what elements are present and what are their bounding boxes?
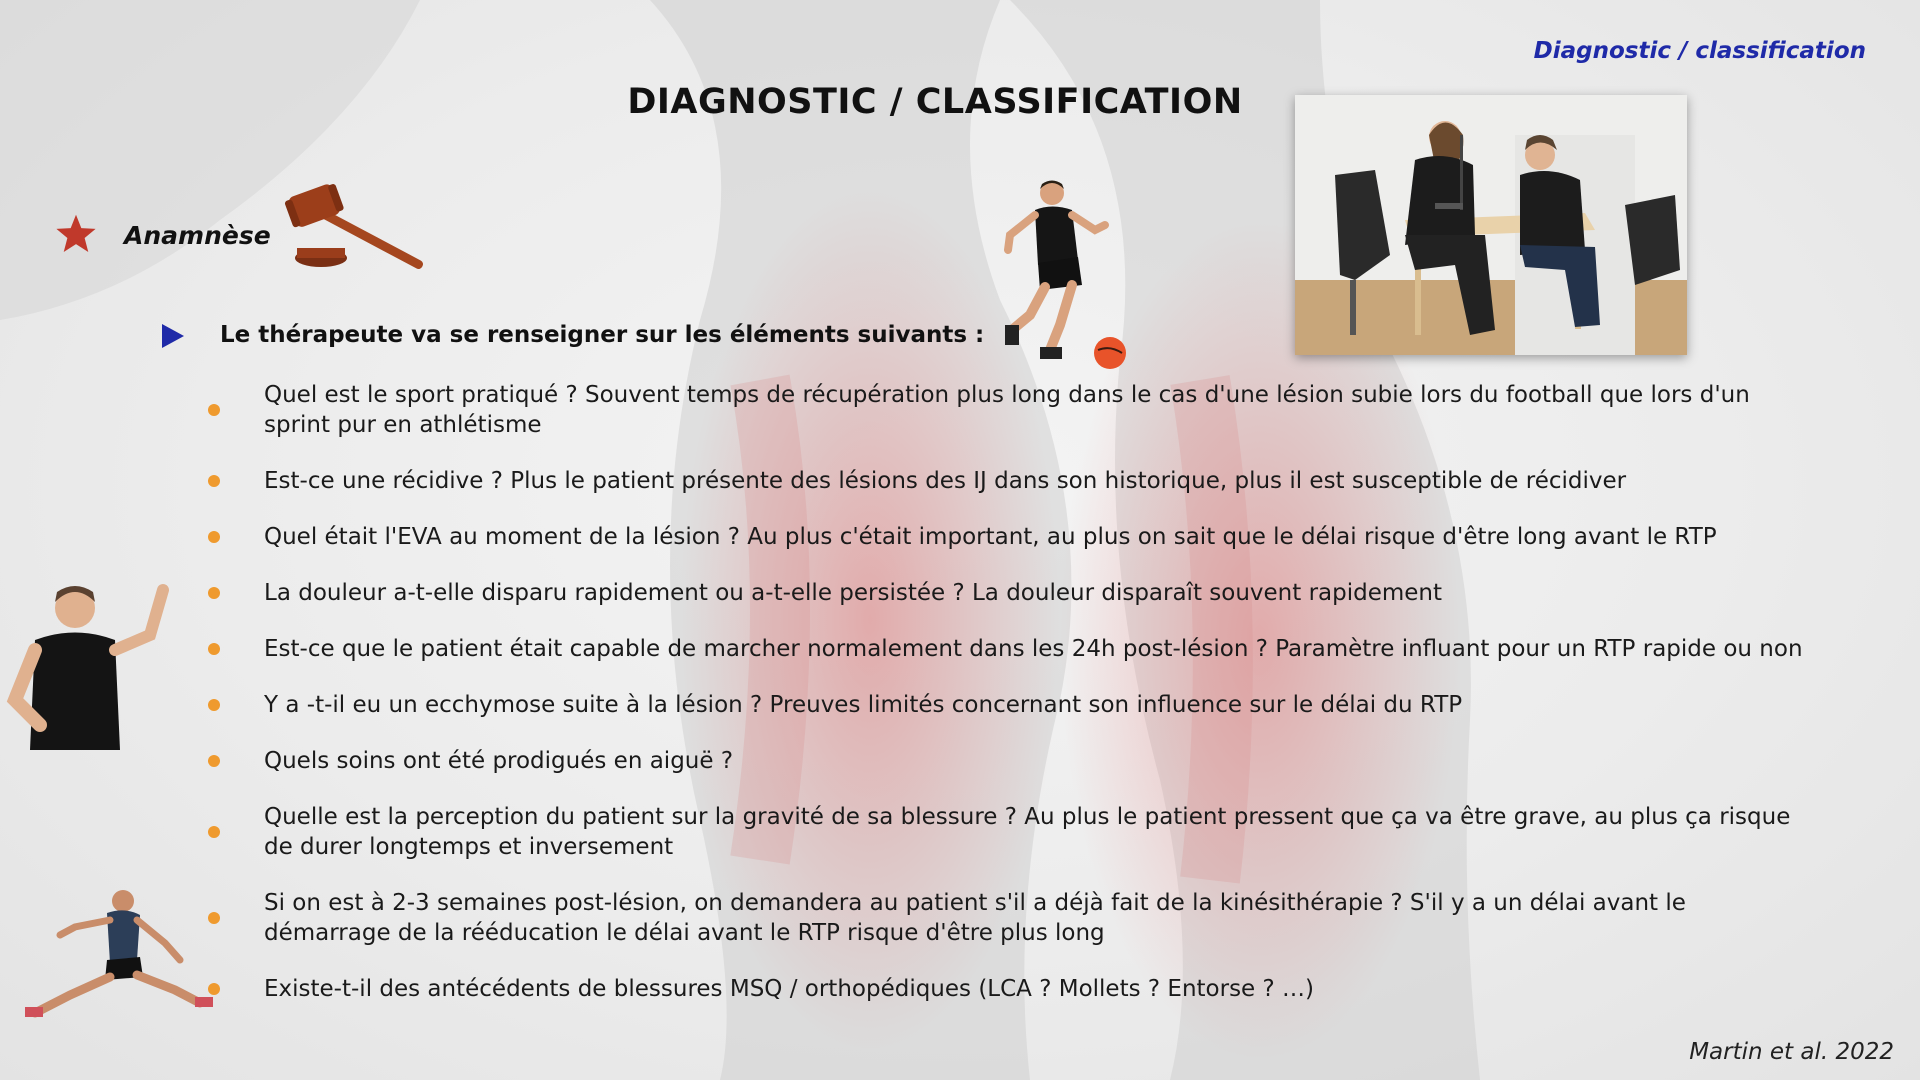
question-list bbox=[204, 380, 1804, 1030]
list-item-text: La douleur a-t-elle disparu rapidement ou a-t-elle persistée ? La douleur disparaît souvent rapidement bbox=[264, 580, 1443, 606]
list-item bbox=[204, 888, 1804, 948]
list-item-text: Quel est le sport pratiqué ? Souvent temps de récupération plus long dans le cas d'une lésion subie lors du football que lors d'un sprint pur en athlétisme bbox=[264, 382, 1750, 438]
bullet-dot-icon bbox=[208, 755, 220, 767]
bullet-dot-icon bbox=[208, 826, 220, 838]
triangle-bullet-icon bbox=[160, 322, 186, 350]
list-item-text: Y a -t-il eu un ecchymose suite à la lésion ? Preuves limités concernant son influence sur le délai du RTP bbox=[264, 692, 1463, 718]
citation: Martin et al. 2022 bbox=[1689, 1039, 1894, 1065]
section-tag: Diagnostic / classification bbox=[1533, 38, 1866, 64]
star-icon bbox=[54, 212, 98, 256]
list-item-text: Quelle est la perception du patient sur la gravité de sa blessure ? Au plus le patient pressent que ça va être grave, au plus ça risque de durer longtemps et inversement bbox=[264, 804, 1791, 860]
page-title: DIAGNOSTIC / CLASSIFICATION bbox=[627, 82, 1243, 122]
bullet-dot-icon bbox=[208, 531, 220, 543]
bullet-dot-icon bbox=[208, 404, 220, 416]
list-item bbox=[204, 578, 1804, 608]
list-item bbox=[204, 802, 1804, 862]
list-item bbox=[204, 380, 1804, 440]
man-pointing-illustration bbox=[5, 580, 175, 750]
anamnese-label: Anamnèse bbox=[124, 221, 271, 250]
list-item-text: Est-ce que le patient était capable de marcher normalement dans les 24h post-lésion ? Paramètre influant pour un RTP rapide ou non bbox=[264, 636, 1803, 662]
list-item-text: Est-ce une récidive ? Plus le patient présente des lésions des IJ dans son historique, plus il est susceptible de récidiver bbox=[264, 468, 1627, 494]
list-item bbox=[204, 690, 1804, 720]
footballer-illustration bbox=[990, 175, 1130, 375]
list-item bbox=[204, 522, 1804, 552]
list-item-text: Quels soins ont été prodigués en aiguë ? bbox=[264, 748, 734, 774]
bullet-dot-icon bbox=[208, 643, 220, 655]
bullet-dot-icon bbox=[208, 587, 220, 599]
list-item-text: Quel était l'EVA au moment de la lésion ? Au plus c'était important, au plus on sait que le délai risque d'être long avant le RTP bbox=[264, 524, 1717, 550]
intro-text: Le thérapeute va se renseigner sur les éléments suivants : bbox=[220, 322, 985, 348]
runner-illustration bbox=[15, 885, 215, 1025]
list-item bbox=[204, 974, 1804, 1004]
gavel-icon bbox=[283, 170, 453, 275]
list-item-text: Si on est à 2-3 semaines post-lésion, on demandera au patient s'il a déjà fait de la kinésithérapie ? S'il y a un délai avant le démarrage de la rééducation le délai avant le RTP risque d'être plus long bbox=[264, 890, 1686, 946]
consultation-photo bbox=[1295, 95, 1687, 355]
list-item bbox=[204, 746, 1804, 776]
bullet-dot-icon bbox=[208, 475, 220, 487]
list-item bbox=[204, 466, 1804, 496]
bullet-dot-icon bbox=[208, 699, 220, 711]
list-item bbox=[204, 634, 1804, 664]
list-item-text: Existe-t-il des antécédents de blessures MSQ / orthopédiques (LCA ? Mollets ? Entorse ? …) bbox=[264, 976, 1315, 1002]
